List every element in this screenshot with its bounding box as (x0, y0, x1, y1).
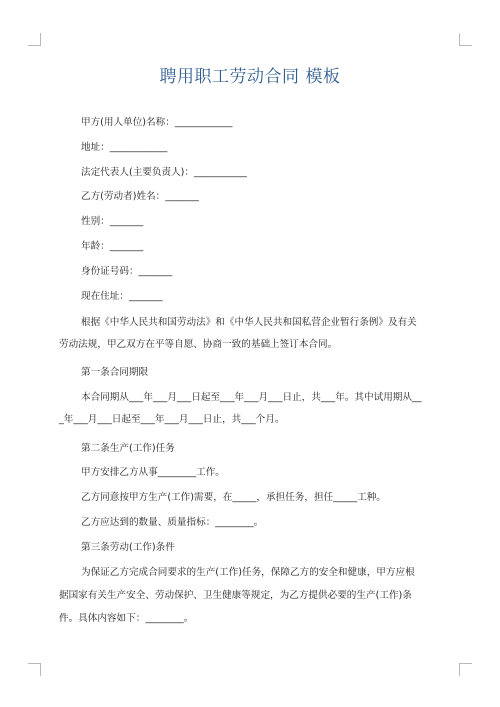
field-age: 年龄：_______ (81, 241, 144, 252)
field-current-address: 现在住址：_______ (81, 291, 163, 302)
section-3-line-2: 据国家有关生产安全、劳动保护、卫生健康等规定，为乙方提供必要的生产(工作)条 (59, 590, 412, 601)
crop-mark-bottom-right (459, 663, 472, 676)
field-legal-representative: 法定代表人(主要负责人)：___________ (81, 167, 247, 178)
section-3-line-1: 为保证乙方完成合同要求的生产(工作)任务，保障乙方的安全和健康，甲方应根 (81, 567, 415, 578)
section-1-heading: 第一条合同期限 (81, 367, 149, 378)
field-employee-name: 乙方(劳动者)姓名：_______ (81, 191, 199, 202)
crop-mark-top-right (459, 33, 472, 46)
section-2-heading: 第二条生产(工作)任务 (81, 443, 175, 454)
field-address: 地址：____________ (81, 142, 168, 153)
intro-paragraph (59, 316, 417, 352)
intro-line-2: 劳动法规，甲乙双方在平等自愿、协商一致的基础上签订本合同。 (59, 339, 338, 350)
crop-mark-top-left (28, 33, 41, 46)
section-2-item-1: 甲方安排乙方从事________工作。 (81, 467, 225, 478)
section-2-item-3: 乙方应达到的数量、质量指标：________。 (81, 517, 264, 528)
intro-line-1: 根据《中华人民共和国劳动法》和《中华人民共和国私营企业暂行条例》及有关 (81, 317, 417, 328)
section-3-paragraph (59, 566, 415, 626)
crop-mark-bottom-left (28, 663, 41, 676)
section-1-paragraph (59, 391, 422, 427)
field-employer-name: 甲方(用人单位)名称：____________ (81, 117, 233, 128)
section-1-line-1: 本合同期从___年___月___日起至___年___月___日止，共___年。其中试用期从__ (81, 392, 422, 403)
document-title: 聘用职工劳动合同 模板 (159, 67, 341, 87)
section-2-item-2: 乙方同意按甲方生产(工作)需要，在_____，承担任务，担任_____工种。 (81, 492, 386, 503)
section-3-line-3: 件。具体内容如下：________。 (59, 613, 194, 624)
section-3-heading: 第三条劳动(工作)条件 (81, 542, 175, 553)
field-id-number: 身份证号码：_______ (81, 266, 173, 277)
section-1-line-2: _年___月___日起至___年___月___日止，共___个月。 (59, 414, 285, 425)
field-gender: 性别：_______ (81, 216, 144, 227)
